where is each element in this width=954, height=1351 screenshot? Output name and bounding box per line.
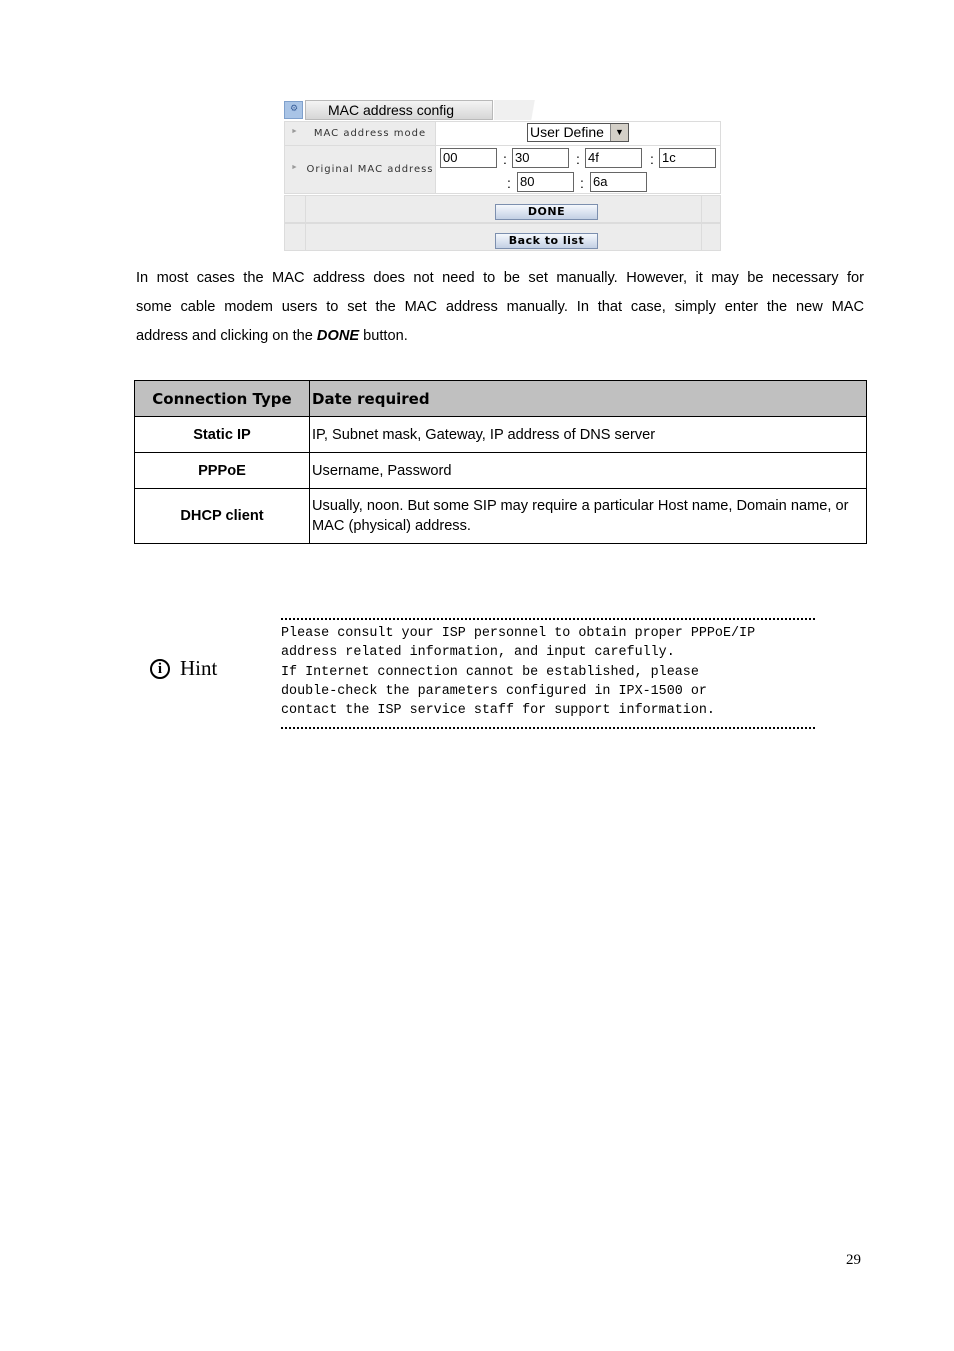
connection-type-cell: DHCP client — [135, 489, 310, 544]
mac-octet-5-input[interactable]: 80 — [517, 172, 574, 192]
row-arrow-icon: ► — [291, 164, 298, 171]
original-mac-row — [284, 145, 721, 194]
mac-octet-3-input[interactable]: 4f — [585, 148, 642, 168]
table-row — [135, 417, 867, 453]
back-row — [284, 223, 721, 251]
chevron-down-icon[interactable]: ▼ — [610, 124, 628, 141]
column-header: Date required — [310, 381, 867, 417]
table-row — [135, 489, 867, 544]
data-required-cell: IP, Subnet mask, Gateway, IP address of DNS server — [310, 417, 867, 453]
mac-separator: : — [580, 175, 584, 191]
done-row — [284, 195, 721, 223]
mac-separator: : — [576, 151, 580, 167]
data-required-cell: Username, Password — [310, 453, 867, 489]
mac-mode-label: MAC address mode — [305, 122, 436, 145]
mac-octet-2-input[interactable]: 30 — [512, 148, 569, 168]
paragraph-line: address and clicking on the DONE button. — [136, 328, 408, 344]
mac-octet-1-input[interactable]: 00 — [440, 148, 497, 168]
table-row — [135, 453, 867, 489]
connection-type-cell: PPPoE — [135, 453, 310, 489]
data-required-cell: Usually, noon. But some SIP may require a particular Host name, Domain name, or MAC (physical) address. — [310, 489, 867, 544]
hint-line: double-check the parameters configured in IPX-1500 or — [281, 683, 707, 699]
row-arrow-icon: ► — [291, 128, 298, 135]
mac-mode-value: User Define — [530, 124, 604, 140]
mac-address-config-panel — [284, 99, 721, 252]
original-mac-label: Original MAC address — [305, 146, 436, 193]
mac-separator: : — [650, 151, 654, 167]
mac-mode-select[interactable] — [527, 123, 629, 142]
header-decoration — [494, 100, 564, 120]
paragraph-line: In most cases the MAC address does not need to be set manually. However, it may be necessary for — [136, 270, 864, 286]
paragraph-line: some cable modem users to set the MAC address manually. In that case, simply enter the new MAC — [136, 299, 864, 315]
connection-type-cell: Static IP — [135, 417, 310, 453]
settings-icon: ⚙ — [284, 101, 303, 119]
done-emphasis: DONE — [316, 328, 360, 344]
hint-text — [281, 624, 821, 720]
mac-mode-row — [284, 121, 721, 146]
hint-line: contact the ISP service staff for support information. — [281, 703, 715, 719]
hint-divider-top — [281, 618, 815, 620]
mac-octet-4-input[interactable]: 1c — [659, 148, 716, 168]
done-button[interactable]: DONE — [495, 204, 598, 220]
panel-title: MAC address config — [305, 100, 493, 120]
hint-divider-bottom — [281, 727, 815, 729]
mac-octet-6-input[interactable]: 6a — [590, 172, 647, 192]
info-icon: i — [150, 659, 170, 679]
hint-label: i Hint — [150, 656, 217, 681]
hint-line: If Internet connection cannot be established, please — [281, 664, 699, 680]
back-to-list-button[interactable]: Back to list — [495, 233, 598, 249]
column-header: Connection Type — [135, 381, 310, 417]
mac-separator: : — [503, 151, 507, 167]
body-paragraph — [136, 264, 864, 351]
connection-type-table — [134, 380, 867, 544]
hint-line: Please consult your ISP personnel to obtain proper PPPoE/IP — [281, 626, 756, 641]
hint-line: address related information, and input carefully. — [281, 645, 675, 661]
mac-separator: : — [507, 175, 511, 191]
page-number: 29 — [846, 1252, 861, 1268]
